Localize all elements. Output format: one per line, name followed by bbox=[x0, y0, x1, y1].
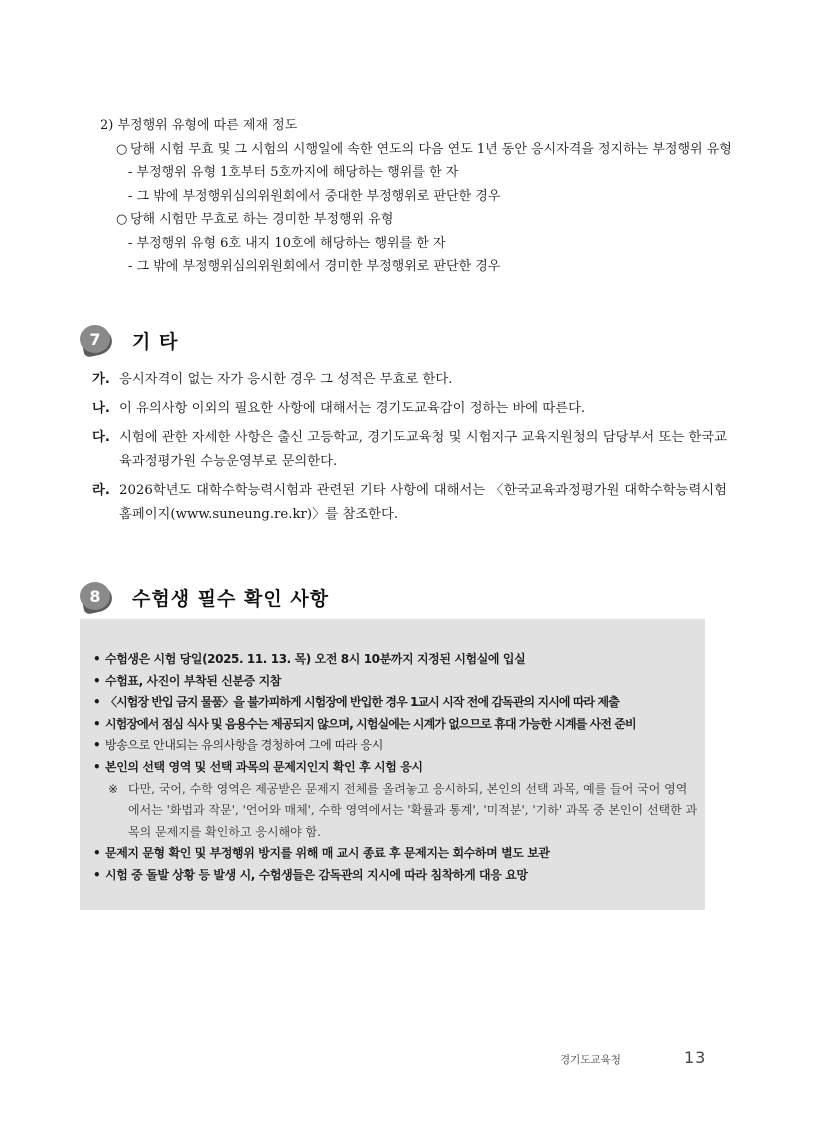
section-7-header bbox=[80, 323, 178, 357]
page-number: 13 bbox=[684, 1048, 707, 1067]
checklist-item: • 시험장에서 점심 식사 및 음용수는 제공되지 않으며, 시험실에는 시계가 없으므로 휴대 가능한 시계를 사전 준비 bbox=[93, 716, 636, 731]
section-8-header bbox=[80, 580, 329, 614]
list-item: 다. 시험에 관한 자세한 사항은 출신 고등학교, 경기도교육청 및 시험지구 교육지원청의 담당부서 또는 한국교육과정평가원 수능운영부로 문의한다. bbox=[92, 430, 727, 469]
circle-bullet-icon: ○ bbox=[116, 212, 128, 227]
sanction-levels-section bbox=[100, 114, 740, 279]
checklist-item: • 본인의 선택 영역 및 선택 과목의 문제지인지 확인 후 시험 응시 bbox=[93, 759, 423, 774]
section-number-badge: 8 bbox=[80, 582, 118, 612]
sanction-item: - 부정행위 유형 6호 내지 10호에 해당하는 행위를 한 자 bbox=[128, 235, 446, 251]
circle-bullet-icon: ○ bbox=[116, 141, 128, 157]
checklist-item: • 문제지 문형 확인 및 부정행위 방지를 위해 매 교시 종료 후 문제지는 회수하며 별도 보관 bbox=[93, 846, 550, 861]
sanction-heading: 2) 부정행위 유형에 따른 제재 정도 bbox=[100, 118, 298, 133]
misc-items-list bbox=[92, 368, 727, 532]
sanction-item: - 부정행위 유형 1호부터 5호까지에 해당하는 행위를 한 자 bbox=[128, 165, 459, 180]
sanction-item: - 그 밖에 부정행위심의위원회에서 중대한 부정행위로 판단한 경우 bbox=[128, 188, 501, 204]
list-item: 가. 응시자격이 없는 자가 응시한 경우 그 성적은 무효로 한다. bbox=[92, 372, 453, 387]
checklist-note: ※ 다만, 국어, 수학 영역은 제공받은 문제지 전체를 올려놓고 응시하되, 본인의 선택 과목, 예를 들어 국어 영역에서는 '화법과 작문', '언어와 매체', 수학 영역에서는 '확률과 통계', '미적분', '기하' 과목 중 본인이 선택한 과목의 문제지를 확인하고 응시해야 함. bbox=[108, 781, 698, 839]
checklist-item: • 방송으로 안내되는 유의사항을 경청하여 그에 따라 응시 bbox=[93, 738, 383, 753]
checklist-item: • 〈시험장 반입 금지 물품〉을 불가피하게 시험장에 반입한 경우 1교시 시작 전에 감독관의 지시에 따라 제출 bbox=[93, 695, 619, 710]
list-item: 나. 이 유의사항 이외의 필요한 사항에 대해서는 경기도교육감이 정하는 바에 따른다. bbox=[92, 401, 586, 416]
section-title: 수험생 필수 확인 사항 bbox=[132, 587, 330, 610]
footer-organization: 경기도교육청 bbox=[560, 1054, 621, 1066]
section-title: 기 타 bbox=[132, 330, 179, 353]
section-number-badge: 7 bbox=[80, 325, 118, 355]
checklist-item: • 수험표, 사진이 부착된 신분증 지참 bbox=[93, 673, 281, 688]
sanction-item: - 그 밖에 부정행위심의위원회에서 경미한 부정행위로 판단한 경우 bbox=[128, 259, 501, 274]
list-item: 라. 2026학년도 대학수학능력시험과 관련된 기타 사항에 대해서는 〈한국교육과정평가원 대학수학능력시험 홈페이지(www.suneung.re.kr)〉를 참조한다. bbox=[92, 483, 727, 522]
checklist-item: • 시험 중 돌발 상황 등 발생 시, 수험생들은 감독관의 지시에 따라 침착하게 대응 요망 bbox=[93, 867, 528, 882]
sanction-group-title: ○ 당해 시험만 무효로 하는 경미한 부정행위 유형 bbox=[100, 208, 740, 232]
sanction-group-title: ○ 당해 시험 무효 및 그 시험의 시행일에 속한 연도의 다음 연도 1년 동안 응시자격을 정지하는 부정행위 유형 bbox=[100, 138, 740, 162]
checklist-item: • 수험생은 시험 당일(2025. 11. 13. 목) 오전 8시 10분까지 지정된 시험실에 입실 bbox=[93, 652, 526, 666]
checklist-box bbox=[80, 619, 705, 910]
